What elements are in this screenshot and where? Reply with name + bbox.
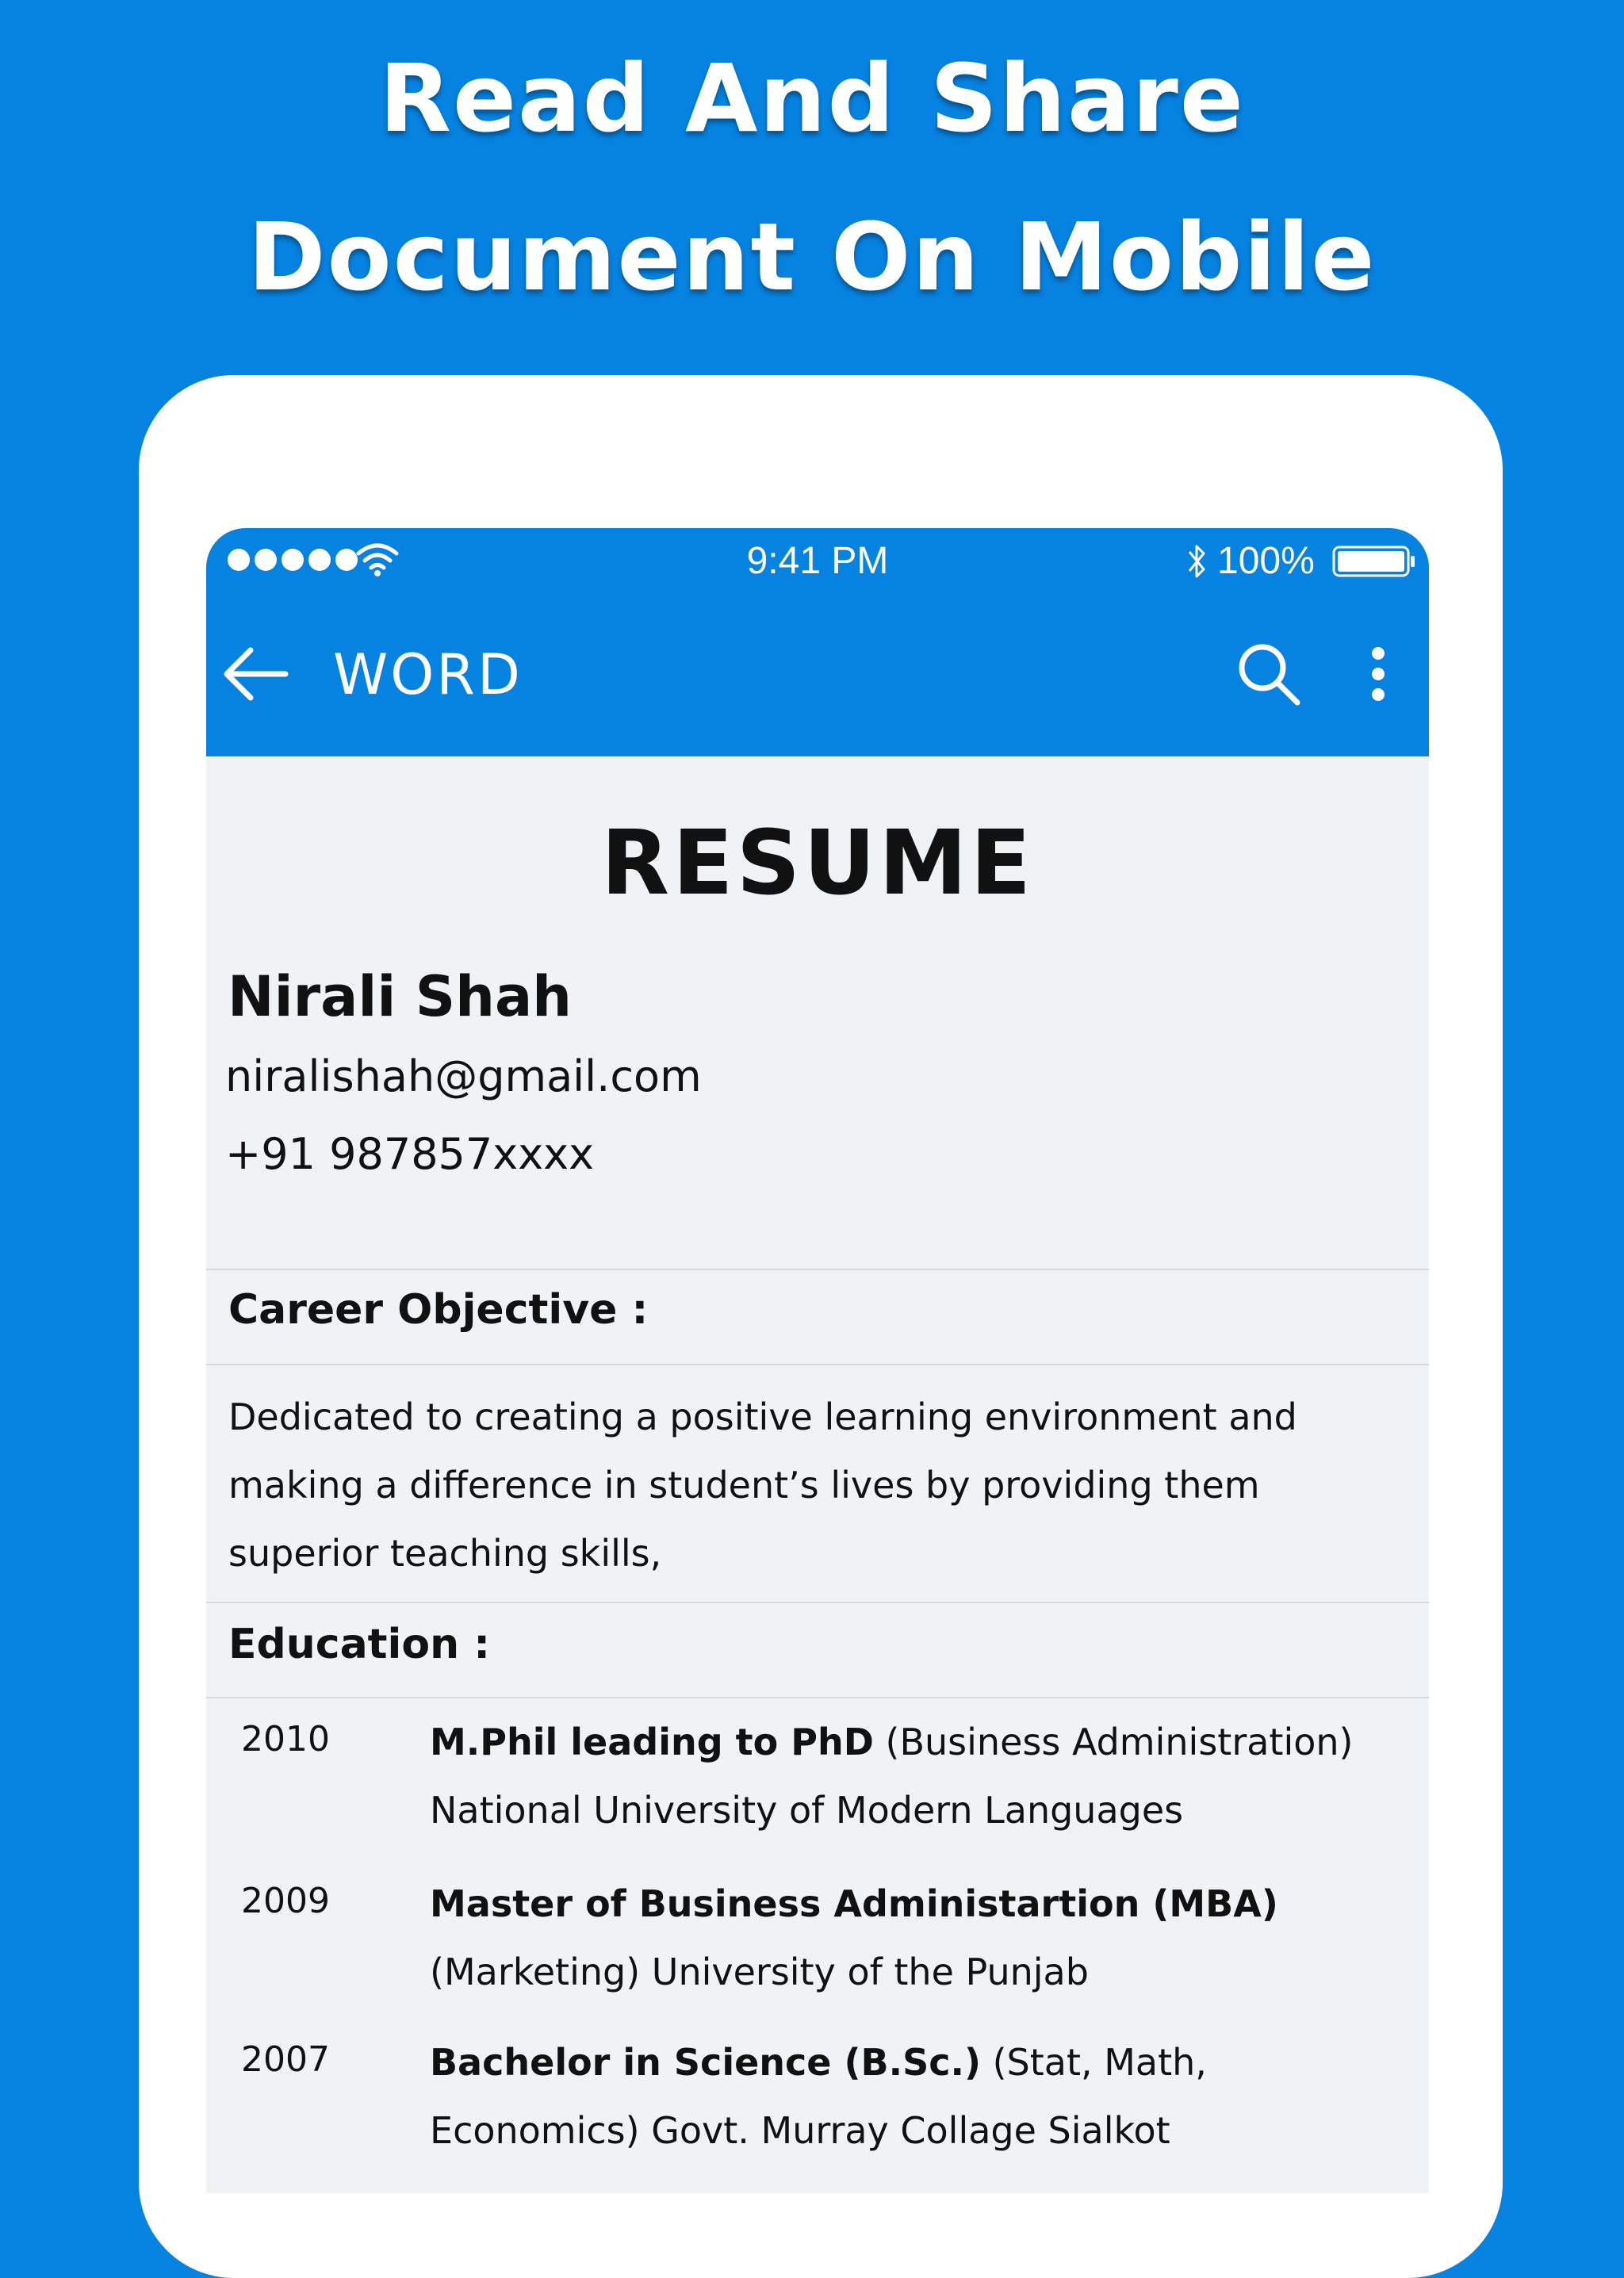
education-institution: (Business Administration) National University of Modern Languages [430, 1721, 1354, 1832]
candidate-email: niralishah@gmail.com [225, 1051, 702, 1101]
more-options-icon[interactable] [1359, 636, 1397, 712]
education-year: 2009 [241, 1881, 330, 1921]
phone-screen [206, 528, 1429, 2193]
document-title: RESUME [600, 812, 1035, 915]
education-year: 2007 [241, 2039, 330, 2080]
app-title: WORD [333, 642, 523, 707]
education-degree: Bachelor in Science (B.Sc.) [430, 2041, 981, 2084]
candidate-phone: +91 987857xxxx [225, 1129, 595, 1179]
promo-headline-line-2: Document On Mobile [247, 202, 1377, 312]
education-institution: (Marketing) University of the Punjab [430, 1951, 1089, 1993]
section-divider [206, 1364, 1429, 1365]
section-divider [206, 1269, 1429, 1270]
candidate-name: Nirali Shah [228, 964, 573, 1029]
education-year: 2010 [241, 1719, 330, 1759]
education-institution: (Stat, Math, Economics) Govt. Murray Collage Sialkot [430, 2041, 1207, 2152]
battery-icon [1332, 546, 1416, 577]
section-divider [206, 1697, 1429, 1698]
bluetooth-icon [1183, 539, 1210, 584]
section-divider [206, 1602, 1429, 1603]
education-heading: Education : [228, 1621, 491, 1668]
status-time: 9:41 PM [746, 540, 889, 582]
app-toolbar [206, 592, 1429, 756]
career-objective-text: Dedicated to creating a positive learning environment and making a difference in student’s lives by providing them superior teaching skills, [228, 1396, 1297, 1575]
education-degree: Master of Business Administartion (MBA) [430, 1882, 1278, 1925]
promo-headline-line-1: Read And Share [379, 44, 1245, 153]
back-arrow-icon[interactable] [217, 636, 293, 712]
education-details [430, 1708, 1421, 1844]
career-objective-heading: Career Objective : [228, 1286, 649, 1334]
education-details [430, 2028, 1421, 2165]
battery-percentage: 100% [1217, 540, 1315, 582]
search-icon[interactable] [1231, 636, 1307, 712]
education-details [430, 1870, 1421, 2006]
status-bar [206, 528, 1429, 592]
education-degree: M.Phil leading to PhD [430, 1721, 874, 1763]
